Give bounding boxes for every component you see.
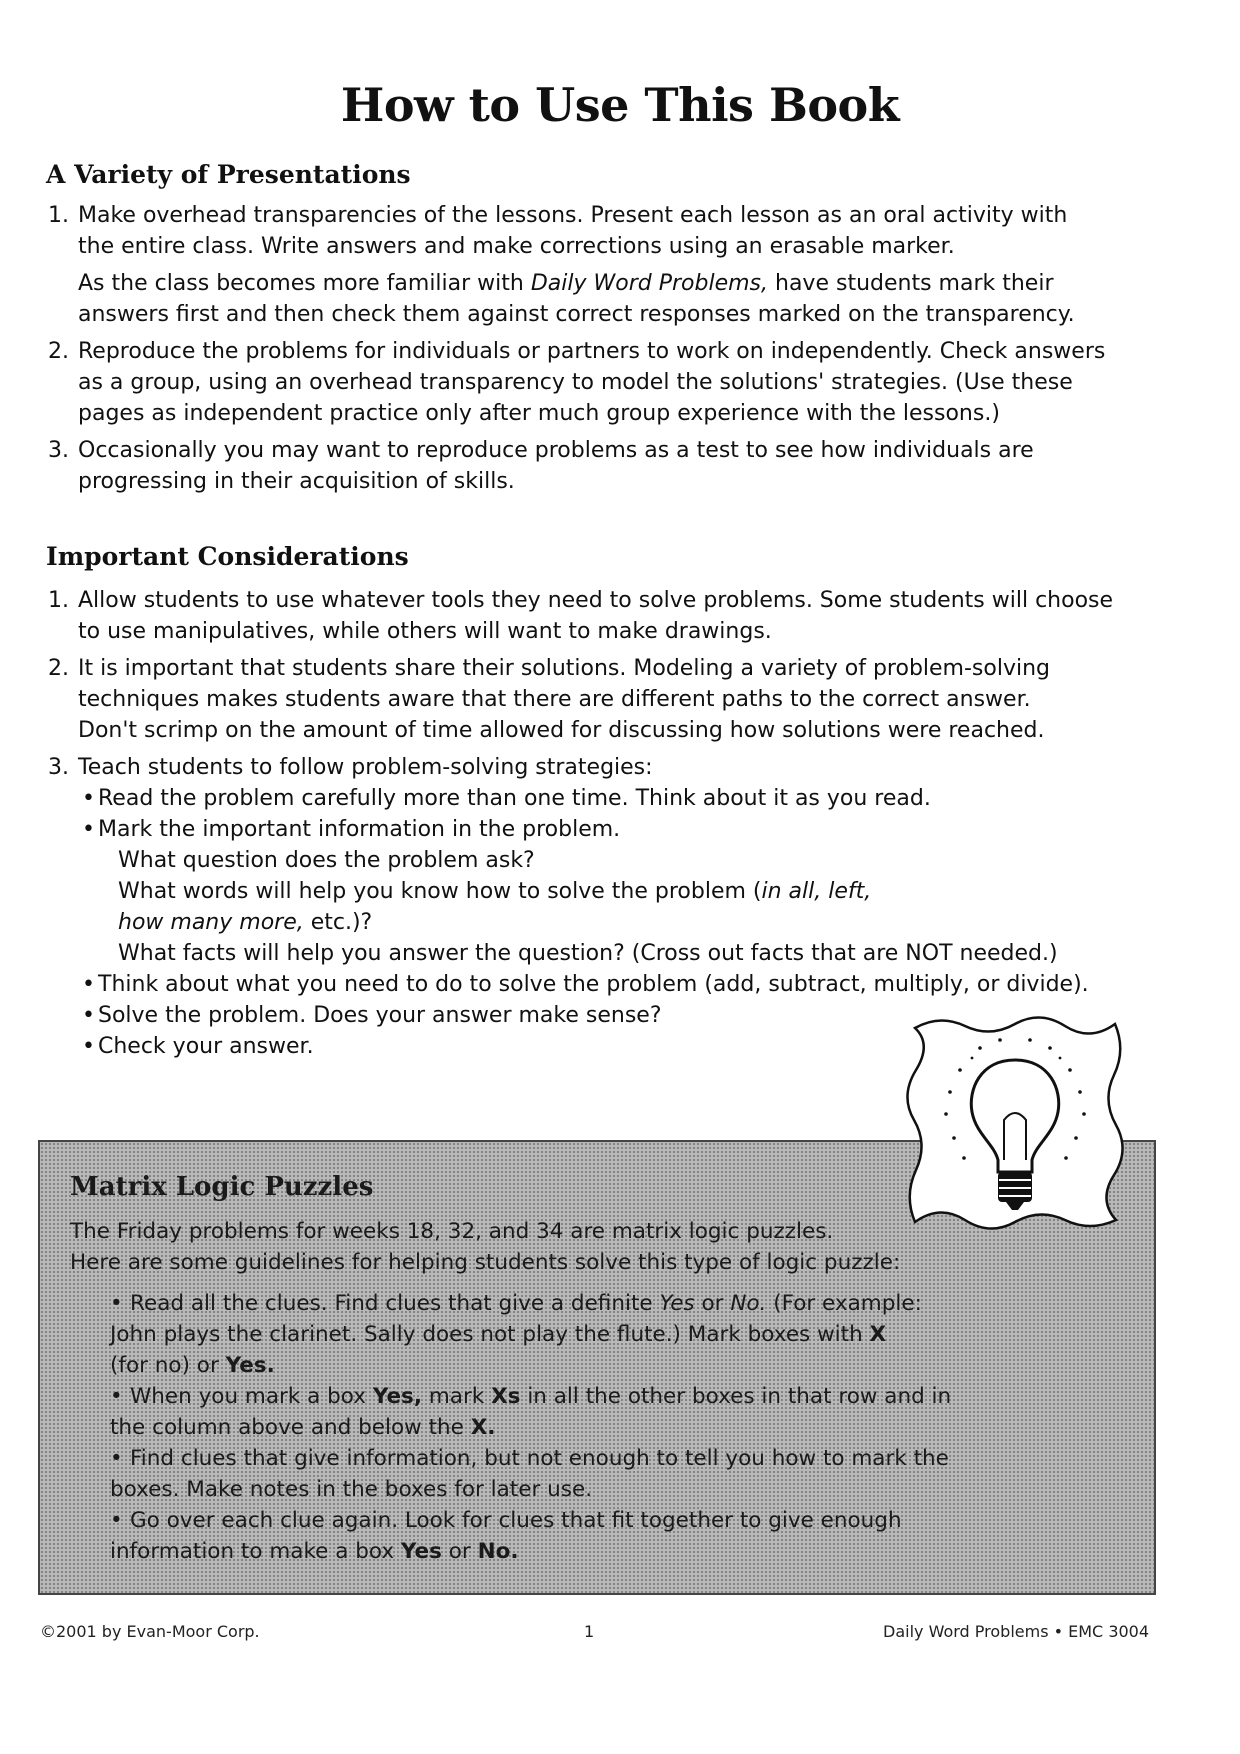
text-line: The Friday problems for weeks 18, 32, and 34 are matrix logic puzzles. xyxy=(70,1219,834,1244)
text-line: techniques makes students aware that there are different paths to the correct answer. xyxy=(78,687,1031,712)
item-number: 1. xyxy=(48,588,69,613)
page-title: How to Use This Book xyxy=(340,78,900,132)
text-line: to use manipulatives, while others will want to make drawings. xyxy=(78,619,772,644)
text-line: Find clues that give information, but not enough to tell you how to mark the xyxy=(130,1446,949,1471)
text-line: Check your answer. xyxy=(98,1034,314,1059)
text-line: or xyxy=(694,1291,731,1316)
strategy-bullet xyxy=(76,969,1158,1000)
text-line: It is important that students share their solutions. Modeling a variety of problem-solving xyxy=(78,656,1050,681)
footer-book-code: Daily Word Problems • EMC 3004 xyxy=(883,1622,1150,1641)
footer-copyright: ©2001 by Evan-Moor Corp. xyxy=(40,1622,260,1641)
text-line: as a group, using an overhead transparency to model the solutions' strategies. (Use these xyxy=(78,370,1073,395)
guideline-bullet xyxy=(110,1443,1130,1505)
matrix-body xyxy=(70,1216,1130,1567)
text-line: boxes. Make notes in the boxes for later use. xyxy=(110,1477,593,1502)
bullet-glyph: • xyxy=(82,817,95,842)
keyword-bold: Xs xyxy=(491,1384,521,1409)
keyword-bold: Yes xyxy=(400,1539,442,1564)
keyword-bold: No. xyxy=(477,1539,519,1564)
text-line: As the class becomes more familiar with xyxy=(78,271,531,296)
paragraph xyxy=(78,200,1158,262)
keyword-emphasis: in all, left, xyxy=(761,879,872,904)
bullet-glyph: • xyxy=(110,1508,123,1533)
keyword-bold: X. xyxy=(470,1415,496,1440)
paragraph xyxy=(78,336,1158,429)
text-line: (For example: xyxy=(766,1291,922,1316)
lightbulb-icon xyxy=(900,1010,1130,1235)
text-line: the column above and below the xyxy=(110,1415,471,1440)
lightbulb-illustration xyxy=(900,1010,1130,1235)
paragraph xyxy=(78,585,1158,647)
bullet-glyph: • xyxy=(82,972,95,997)
text-line: Make overhead transparencies of the lessons. Present each lesson as an oral activity with xyxy=(78,203,1068,228)
paragraph xyxy=(78,435,1158,497)
list-item xyxy=(48,585,1158,647)
item-number: 2. xyxy=(48,656,69,681)
keyword-emphasis: how many more, xyxy=(118,910,304,935)
text-line: Here are some guidelines for helping students solve this type of logic puzzle: xyxy=(70,1250,901,1275)
paragraph xyxy=(78,653,1158,746)
list-item xyxy=(48,435,1158,497)
paragraph xyxy=(78,268,1158,330)
list-item xyxy=(48,200,1158,330)
item-number: 3. xyxy=(48,755,69,780)
bullet-glyph: • xyxy=(82,1034,95,1059)
text-line: answers first and then check them against correct responses marked on the transparency. xyxy=(78,302,1075,327)
strategy-question: What question does the problem ask? xyxy=(118,848,535,873)
text-line: information to make a box xyxy=(110,1539,401,1564)
bullet-glyph: • xyxy=(110,1291,123,1316)
presentations-list xyxy=(48,200,1158,497)
text-line: Go over each clue again. Look for clues that fit together to give enough xyxy=(130,1508,902,1533)
footer-page-number: 1 xyxy=(584,1622,595,1641)
text-line: etc.)? xyxy=(303,910,373,935)
list-item xyxy=(48,752,1158,783)
list-item xyxy=(48,336,1158,429)
text-line: John plays the clarinet. Sally does not play the flute.) Mark boxes with xyxy=(110,1322,870,1347)
keyword-bold: X xyxy=(869,1322,887,1347)
text-line: Mark the important information in the problem. xyxy=(98,817,621,842)
strategy-question: What facts will help you answer the question? (Cross out facts that are NOT needed.) xyxy=(118,941,1058,966)
keyword-emphasis: Yes xyxy=(659,1291,695,1316)
section-heading-presentations: A Variety of Presentations xyxy=(46,160,411,189)
text-line: the entire class. Write answers and make corrections using an erasable marker. xyxy=(78,234,955,259)
matrix-heading: Matrix Logic Puzzles xyxy=(70,1172,374,1202)
text-line: Read all the clues. Find clues that give a definite xyxy=(130,1291,660,1316)
bullet-glyph: • xyxy=(110,1446,123,1471)
section-heading-considerations: Important Considerations xyxy=(46,542,409,571)
keyword-bold: Yes, xyxy=(372,1384,423,1409)
paragraph xyxy=(78,752,1158,783)
bullet-glyph: • xyxy=(110,1384,123,1409)
strategy-bullet xyxy=(76,814,1158,845)
considerations-list xyxy=(48,585,1158,1062)
text-line: Allow students to use whatever tools they need to solve problems. Some students will choose xyxy=(78,588,1114,613)
strategy-bullet xyxy=(76,783,1158,814)
guideline-bullet xyxy=(110,1288,1130,1381)
keyword-emphasis: No. xyxy=(730,1291,767,1316)
text-line: When you mark a box xyxy=(130,1384,373,1409)
guideline-bullet xyxy=(110,1505,1130,1567)
text-line: in all the other boxes in that row and in xyxy=(520,1384,952,1409)
item-number: 2. xyxy=(48,339,69,364)
item-number: 1. xyxy=(48,203,69,228)
strategy-question xyxy=(118,876,1158,938)
text-line: Occasionally you may want to reproduce problems as a test to see how individuals are xyxy=(78,438,1034,463)
text-line: Think about what you need to do to solve the problem (add, subtract, multiply, or divide). xyxy=(98,972,1089,997)
list-item xyxy=(48,653,1158,746)
text-line: have students mark their xyxy=(768,271,1054,296)
bullet-glyph: • xyxy=(82,1003,95,1028)
text-line: What words will help you know how to solve the problem ( xyxy=(118,879,762,904)
text-line: Read the problem carefully more than one time. Think about it as you read. xyxy=(98,786,931,811)
text-line: Reproduce the problems for individuals or partners to work on independently. Check answers xyxy=(78,339,1106,364)
bullet-glyph: • xyxy=(82,786,95,811)
guideline-bullet xyxy=(110,1381,1130,1443)
text-line: progressing in their acquisition of skills. xyxy=(78,469,515,494)
text-line: pages as independent practice only after much group experience with the lessons.) xyxy=(78,401,1000,426)
text-line: Don't scrimp on the amount of time allowed for discussing how solutions were reached. xyxy=(78,718,1045,743)
keyword-bold: Yes. xyxy=(225,1353,275,1378)
text-line: (for no) or xyxy=(110,1353,226,1378)
text-line: or xyxy=(441,1539,478,1564)
text-line: mark xyxy=(422,1384,492,1409)
text-line: Teach students to follow problem-solving strategies: xyxy=(78,755,653,780)
text-line: Solve the problem. Does your answer make sense? xyxy=(98,1003,662,1028)
book-title-emphasis: Daily Word Problems, xyxy=(530,271,769,296)
item-number: 3. xyxy=(48,438,69,463)
